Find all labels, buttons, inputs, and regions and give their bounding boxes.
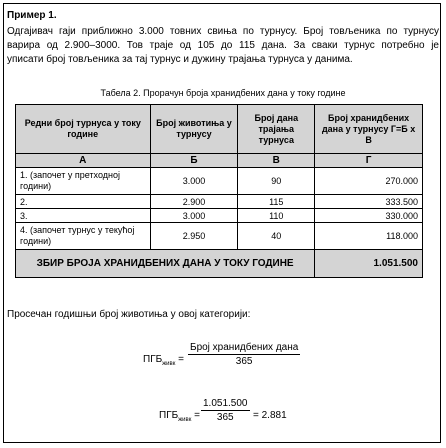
letter-a: А <box>16 154 151 168</box>
formula-lhs-symbol: ПГБ <box>159 410 179 421</box>
header-animals: Број животиња у турнусу <box>150 105 238 154</box>
average-text: Просечан годишњи број животиња у овој категорији: <box>7 309 251 320</box>
formula-denominator: 365 <box>216 412 234 423</box>
formula-lhs-subscript: живк <box>162 361 176 367</box>
cell-turnus: 1. (започет у претходној години) <box>16 168 151 195</box>
example-heading: Пример 1. <box>7 10 57 21</box>
formula-lhs-symbol: ПГБ <box>143 354 163 365</box>
cell-animals: 2.900 <box>150 195 238 209</box>
formula-lhs: $ПГБ_{живк}$ = <box>159 410 200 423</box>
header-days: Број дана трајања турнуса <box>238 105 315 154</box>
cell-animals: 2.950 <box>150 223 238 250</box>
table-header-row <box>16 105 423 154</box>
cell-turnus: 3. <box>16 209 151 223</box>
cell-animals: 3.000 <box>150 168 238 195</box>
table-total-row <box>16 250 423 278</box>
table-row <box>16 195 423 209</box>
intro-line-1: Одгајивач гаји приближно 3.000 товних свиња по турнусу. Број товљеника по турнусу <box>7 26 439 37</box>
cell-feeding-days: 330.000 <box>315 209 423 223</box>
table-row <box>16 209 423 223</box>
formula-denominator: 365 <box>235 356 253 367</box>
cell-turnus: 4. (започет турнус у текућој години) <box>16 223 151 250</box>
letter-v: В <box>238 154 315 168</box>
intro-line-2: варира од 2.900–3000. Тов траје од 105 до 115 дана. За сваки турнус потребно је <box>7 40 439 51</box>
formula-result: = 2.881 <box>253 410 287 421</box>
cell-days: 90 <box>238 168 315 195</box>
cell-days: 40 <box>238 223 315 250</box>
formula-numerator: Број хранидбених дана <box>190 342 299 353</box>
total-label: ЗБИР БРОЈА ХРАНИДБЕНИХ ДАНА У ТОКУ ГОДИНЕ <box>16 250 315 278</box>
table-caption: Табела 2. Прорачун броја хранидбених дана у току године <box>100 88 346 98</box>
cell-turnus: 2. <box>16 195 151 209</box>
formula-calculation <box>159 398 319 434</box>
formula-lhs: $ПГБ_{живк}$ = <box>143 354 184 367</box>
cell-days: 115 <box>238 195 315 209</box>
formula-fraction <box>188 342 300 367</box>
cell-feeding-days: 333.500 <box>315 195 423 209</box>
formula-lhs-subscript: живк <box>178 417 192 423</box>
letter-g: Г <box>315 154 423 168</box>
cell-days: 110 <box>238 209 315 223</box>
cell-feeding-days: 270.000 <box>315 168 423 195</box>
letter-b: Б <box>150 154 238 168</box>
feeding-days-table <box>15 104 423 278</box>
table-row <box>16 223 423 250</box>
intro-line-3: уписати број товљеника за тај турнус и дужину трајања турнуса у данима. <box>7 54 353 65</box>
column-letter-row <box>16 154 423 168</box>
formula-definition <box>143 342 313 378</box>
formula-numerator: 1.051.500 <box>203 398 248 409</box>
header-turnus: Редни број турнуса у току године <box>16 105 151 154</box>
header-feeding-days: Број хранидбених дана у турнусу Г=Б x В <box>315 105 423 154</box>
cell-animals: 3.000 <box>150 209 238 223</box>
formula-fraction <box>201 398 250 423</box>
total-value: 1.051.500 <box>315 250 423 278</box>
intro-paragraph <box>7 25 439 67</box>
cell-feeding-days: 118.000 <box>315 223 423 250</box>
table-row <box>16 168 423 195</box>
